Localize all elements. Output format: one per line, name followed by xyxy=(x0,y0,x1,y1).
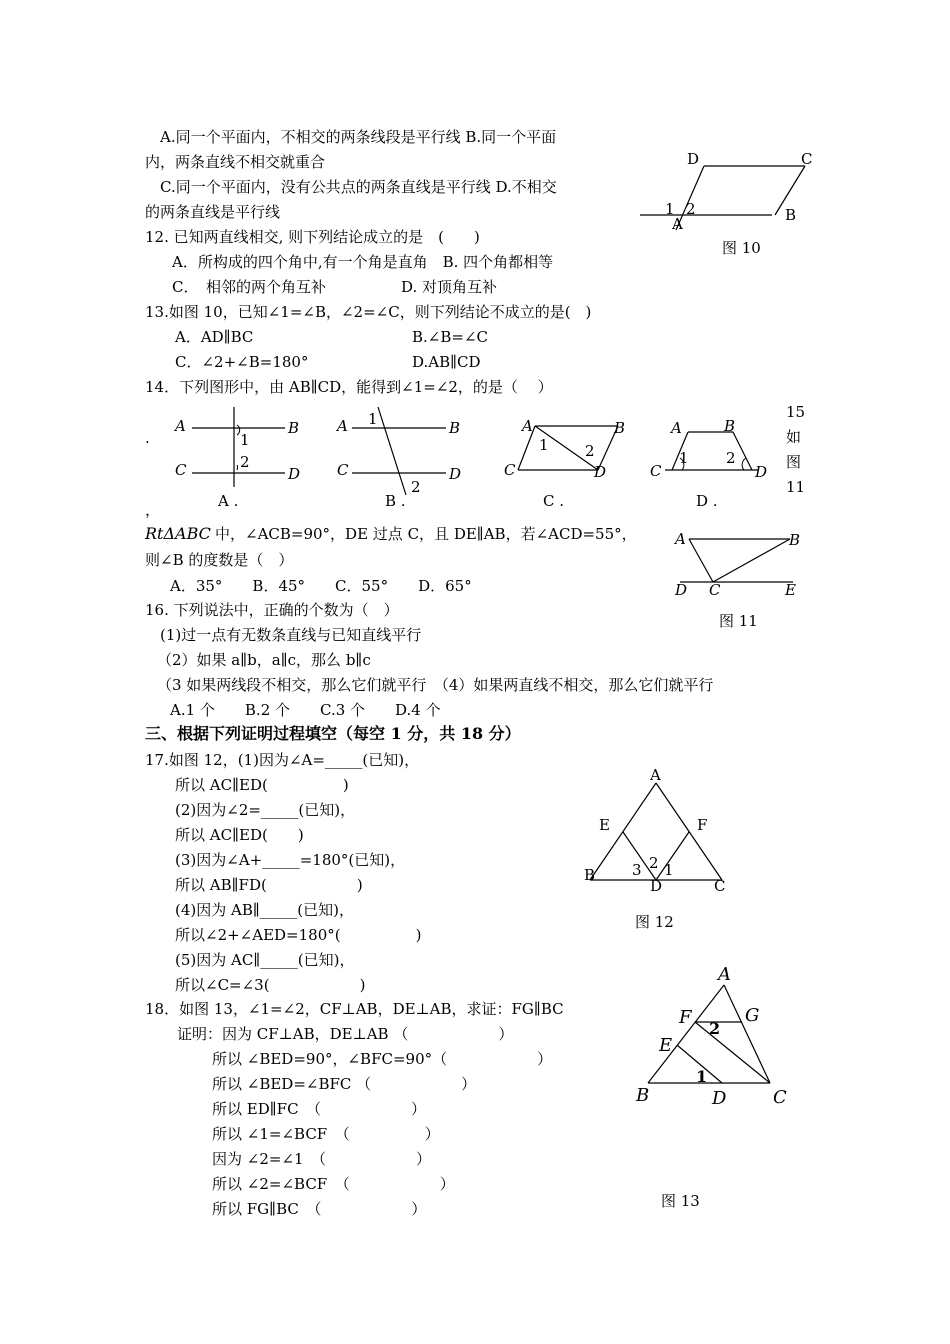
q18-l5: 所以 ED∥FC （ ） xyxy=(212,1100,427,1118)
q15-side-1: 15 xyxy=(786,403,806,421)
fig11-label-c: C xyxy=(709,581,721,599)
fig14d-label-a: A xyxy=(671,419,682,437)
q17-l8: 所以∠2+∠AED=180°( ) xyxy=(175,926,422,944)
q11-line3: C.同一个平面内，没有公共点的两条直线是平行线 D.不相交 xyxy=(160,178,557,196)
fig10-label-c: C xyxy=(801,150,813,168)
q18-l2: 证明：因为 CF⊥AB，DE⊥AB （ ） xyxy=(177,1025,514,1043)
fig10-label-d: D xyxy=(687,150,700,168)
fig13-angle-2: 2 xyxy=(709,1019,721,1038)
q16-s1: (1)过一点有无数条直线与已知直线平行 xyxy=(160,626,422,644)
fig13-label-a: A xyxy=(718,964,731,985)
q17-l7: (4)因为 AB∥_____(已知)， xyxy=(175,901,355,919)
fig14c-label-a: A xyxy=(522,417,533,435)
q17-l5: (3)因为∠A+_____=180°(已知)， xyxy=(175,851,406,869)
q18-l3: 所以 ∠BED=90°，∠BFC=90°（ ） xyxy=(212,1050,553,1068)
fig12-caption: 图 12 xyxy=(635,913,674,931)
q11-line1: A.同一个平面内，不相交的两条线段是平行线 B.同一个平面 xyxy=(160,128,557,146)
fig13-angle-1: 1 xyxy=(696,1067,708,1086)
fig13-label-d: D xyxy=(712,1088,727,1109)
q18-l8: 所以 ∠2=∠BCF （ ） xyxy=(212,1175,455,1193)
q18-l4: 所以 ∠BED=∠BFC （ ） xyxy=(212,1075,477,1093)
q15-side-3: 图 xyxy=(786,453,802,471)
q16-options: A.1 个 B.2 个 C.3 个 D.4 个 xyxy=(170,701,441,719)
q11-line4: 的两条直线是平行线 xyxy=(145,203,281,221)
q13-opt-d: D.AB∥CD xyxy=(412,353,481,371)
fig12-angle-3: 3 xyxy=(632,861,642,879)
fig14a-label-c: C xyxy=(175,461,187,479)
q18-l1: 18．如图 13，∠1=∠2，CF⊥AB，DE⊥AB，求证：FG∥BC xyxy=(145,1000,564,1018)
fig12-angle-1: 1 xyxy=(664,861,674,879)
fig14c-angle-1: 1 xyxy=(539,436,549,454)
fig12-angle-2: 2 xyxy=(649,854,659,872)
q18-l7: 因为 ∠2=∠1 （ ） xyxy=(212,1150,432,1168)
q17-l3: (2)因为∠2=_____(已知)， xyxy=(175,801,356,819)
fig14c-angle-2: 2 xyxy=(585,442,595,460)
fig13-label-f: F xyxy=(679,1007,692,1028)
fig13-label-g: G xyxy=(745,1005,760,1026)
fig12-label-e: E xyxy=(599,816,610,834)
q15-comma: ， xyxy=(145,501,161,519)
fig14b-angle-2: 2 xyxy=(411,478,421,496)
fig14b-label-c: C xyxy=(337,461,349,479)
q11-line2: 内，两条直线不相交就重合 xyxy=(145,153,326,171)
q17-l4: 所以 AC∥ED( ) xyxy=(175,826,304,844)
fig14b-angle-1: 1 xyxy=(368,410,378,428)
q13-stem: 13.如图 10，已知∠1=∠B，∠2=∠C，则下列结论不成立的是( ) xyxy=(145,303,592,321)
fig14-label-d: D . xyxy=(696,492,718,510)
q13-opt-a: A．AD∥BC xyxy=(175,328,254,346)
q17-l2: 所以 AC∥ED( ) xyxy=(175,776,349,794)
fig14d-angle-2: 2 xyxy=(726,449,736,467)
fig11-label-e: E xyxy=(785,581,796,599)
q14-dot: . xyxy=(145,429,150,447)
fig14c-label-b: B xyxy=(614,419,626,437)
figure-14b xyxy=(350,405,460,497)
fig12-label-c: C xyxy=(714,877,726,895)
q13-opt-c: C．∠2+∠B=180° xyxy=(175,353,309,371)
q15-stem2: 则∠B 的度数是（ ） xyxy=(145,551,294,569)
fig14-label-b: B . xyxy=(385,492,406,510)
fig14b-label-d: D xyxy=(449,465,462,483)
q16-stem: 16. 下列说法中，正确的个数为（ ） xyxy=(145,601,399,619)
fig14d-angle-1: 1 xyxy=(679,449,689,467)
fig14d-label-c: C xyxy=(650,462,662,480)
fig14-label-c: C . xyxy=(543,492,565,510)
fig12-label-b: B xyxy=(584,866,596,884)
q15-rt: RtΔABC xyxy=(145,524,211,543)
fig10-label-b: B xyxy=(785,206,797,224)
q16-s3: （3 如果两线段不相交，那么它们就平行 （4）如果两直线不相交，那么它们就平行 xyxy=(157,676,714,694)
q12-stem: 12. 已知两直线相交, 则下列结论成立的是 ( ) xyxy=(145,228,480,246)
fig12-label-f: F xyxy=(697,816,708,834)
fig10-caption: 图 10 xyxy=(722,239,761,257)
q15-side-2: 如 xyxy=(786,428,802,446)
fig12-label-a: A xyxy=(650,766,661,784)
q12-opt2: C． 相邻的两个角互补 D. 对顶角互补 xyxy=(172,278,498,296)
q17-l6: 所以 AB∥FD( ) xyxy=(175,876,363,894)
fig14a-label-a: A xyxy=(175,417,186,435)
fig10-angle-1: 1 xyxy=(665,200,675,218)
fig14c-label-c: C xyxy=(504,461,516,479)
fig10-angle-2: 2 xyxy=(686,200,696,218)
fig14d-label-d: D xyxy=(755,463,768,481)
q18-l9: 所以 FG∥BC （ ） xyxy=(212,1200,427,1218)
fig14b-label-a: A xyxy=(337,417,348,435)
fig14b-label-b: B xyxy=(449,419,461,437)
fig14a-label-d: D xyxy=(288,465,301,483)
q13-opt-b: B.∠B=∠C xyxy=(412,328,488,346)
fig11-label-d: D xyxy=(675,581,688,599)
q17-l9: (5)因为 AC∥_____(已知)， xyxy=(175,951,355,969)
fig11-caption: 图 11 xyxy=(719,612,758,630)
q18-l6: 所以 ∠1=∠BCF （ ） xyxy=(212,1125,440,1143)
fig11-label-a: A xyxy=(675,530,686,548)
section-3-title: 三、根据下列证明过程填空（每空 1 分，共 18 分） xyxy=(145,724,521,743)
fig14-label-a: A . xyxy=(218,492,239,510)
fig10-label-a: A xyxy=(672,215,683,233)
fig14a-angle-2: 2 xyxy=(240,453,250,471)
q15-options: A．35° B．45° C．55° D．65° xyxy=(170,577,472,595)
fig13-label-e: E xyxy=(659,1035,673,1056)
q14-stem: 14．下列图形中，由 AB∥CD，能得到∠1=∠2，的是（ ） xyxy=(145,378,553,396)
q17-l10: 所以∠C=∠3( ) xyxy=(175,976,366,994)
fig14d-label-b: B xyxy=(724,417,736,435)
q17-l1: 17.如图 12，(1)因为∠A=_____(已知)， xyxy=(145,751,420,769)
fig14c-label-d: D xyxy=(594,463,607,481)
fig12-label-d: D xyxy=(650,877,663,895)
fig13-label-b: B xyxy=(636,1085,650,1106)
fig13-label-c: C xyxy=(773,1087,787,1108)
q15-stem: 中，∠ACB=90°，DE 过点 C，且 DE∥AB，若∠ACD=55°， xyxy=(215,525,637,543)
fig11-label-b: B xyxy=(789,531,801,549)
q12-opt1: A．所构成的四个角中,有一个角是直角 B. 四个角都相等 xyxy=(172,253,554,271)
q16-s2: （2）如果 a∥b，a∥c，那么 b∥c xyxy=(157,651,371,669)
fig14a-label-b: B xyxy=(288,419,300,437)
fig14a-angle-1: 1 xyxy=(240,431,250,449)
fig13-caption: 图 13 xyxy=(661,1192,700,1210)
q15-side-4: 11 xyxy=(786,478,806,496)
